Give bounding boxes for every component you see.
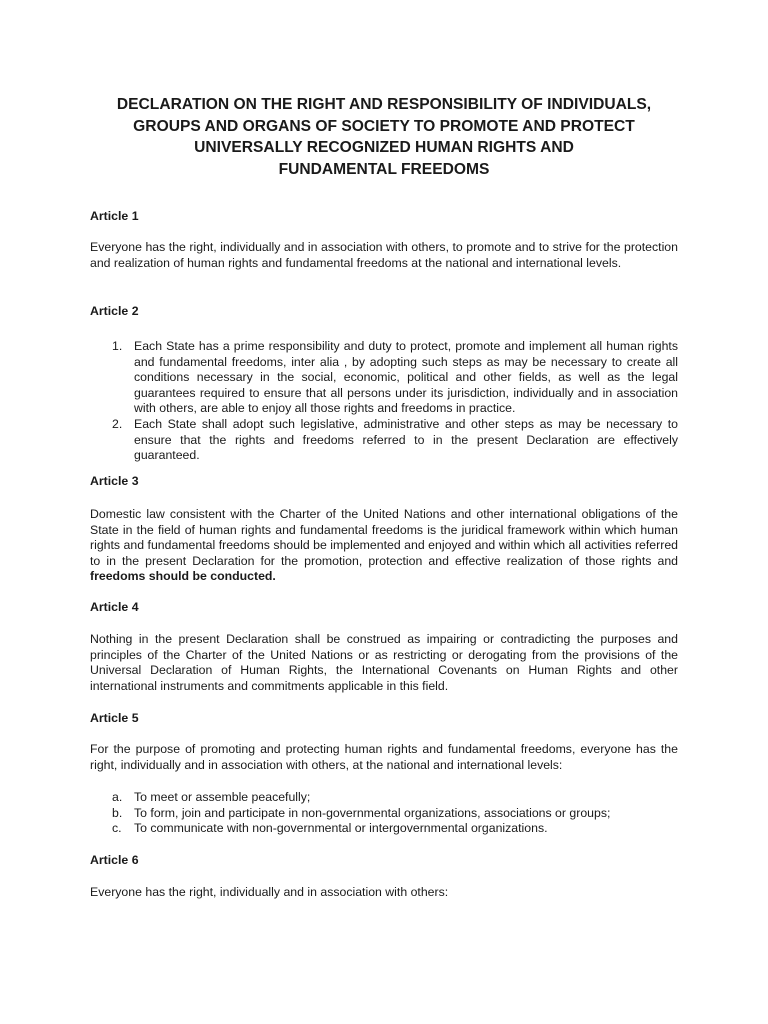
- article-5-heading: Article 5: [90, 711, 139, 725]
- list-item: [90, 821, 678, 837]
- article-2-heading: Article 2: [90, 304, 139, 318]
- list-item-text: To form, join and participate in non-governmental organizations, associations or groups;: [134, 805, 611, 820]
- article-3-text-regular: Domestic law consistent with the Charter of the United Nations and other international obligations of the State in the field of human rights and fundamental freedoms is the juridical framework within which human rights and fundamental freedoms should be implemented and enjoyed and within which all activities referred to in the present Declaration for the promotion, protection and effective realization of those rights and: [90, 507, 678, 568]
- list-marker: c.: [112, 821, 122, 836]
- list-item: [90, 339, 678, 417]
- list-item: [90, 790, 678, 806]
- list-marker: a.: [112, 790, 123, 804]
- article-3-text: [90, 507, 678, 585]
- list-item: [90, 417, 678, 464]
- document-title: [60, 94, 708, 180]
- list-item: [90, 806, 678, 822]
- article-5-list: [90, 790, 678, 837]
- list-marker: 2.: [112, 416, 123, 431]
- title-line: GROUPS AND ORGANS OF SOCIETY TO PROMOTE AND PROTECT: [133, 117, 635, 135]
- article-6-text: Everyone has the right, individually and in association with others:: [90, 885, 449, 899]
- list-item-text: Each State has a prime responsibility and duty to protect, promote and implement all human rights and fundamental freedoms, inter alia , by adopting such steps as may be necessary to create all conditions necessary in the social, economic, political and other fields, as well as the legal guarantees required to ensure that all persons under its jurisdiction, individually and in association with others, are able to enjoy all those rights and freedoms in practice.: [134, 339, 678, 416]
- list-item-text: To communicate with non-governmental or intergovernmental organizations.: [134, 821, 548, 836]
- title-line: FUNDAMENTAL FREEDOMS: [278, 160, 490, 178]
- list-item-text: To meet or assemble peacefully;: [134, 790, 311, 804]
- list-marker: b.: [112, 805, 123, 820]
- article-1-text: Everyone has the right, individually and in association with others, to promote and to strive for the protection and realization of human rights and fundamental freedoms at the national and international levels.: [90, 240, 678, 270]
- article-4-heading: Article 4: [90, 600, 139, 614]
- article-3-heading: Article 3: [90, 474, 139, 488]
- article-4-text: Nothing in the present Declaration shall be construed as impairing or contradicting the purposes and principles of the Charter of the United Nations or as restricting or derogating from the provisions of the Universal Declaration of Human Rights, the International Covenants on Human Rights and other international instruments and commitments applicable in this field.: [90, 632, 678, 693]
- article-5-text: For the purpose of promoting and protecting human rights and fundamental freedoms, everyone has the right, individually and in association with others, at the national and international levels:: [90, 742, 678, 772]
- title-line: UNIVERSALLY RECOGNIZED HUMAN RIGHTS AND: [194, 139, 574, 156]
- article-3-text-bold: freedoms should be conducted.: [90, 569, 276, 584]
- article-1-heading: Article 1: [90, 209, 139, 223]
- title-line: DECLARATION ON THE RIGHT AND RESPONSIBILITY OF INDIVIDUALS,: [116, 96, 652, 113]
- article-2-list: [90, 339, 678, 464]
- article-6-heading: Article 6: [90, 853, 139, 867]
- list-item-text: Each State shall adopt such legislative, administrative and other steps as may be necessary to ensure that the rights and freedoms referred to in the present Declaration are effectively guaranteed.: [134, 416, 678, 463]
- list-marker: 1.: [112, 339, 123, 353]
